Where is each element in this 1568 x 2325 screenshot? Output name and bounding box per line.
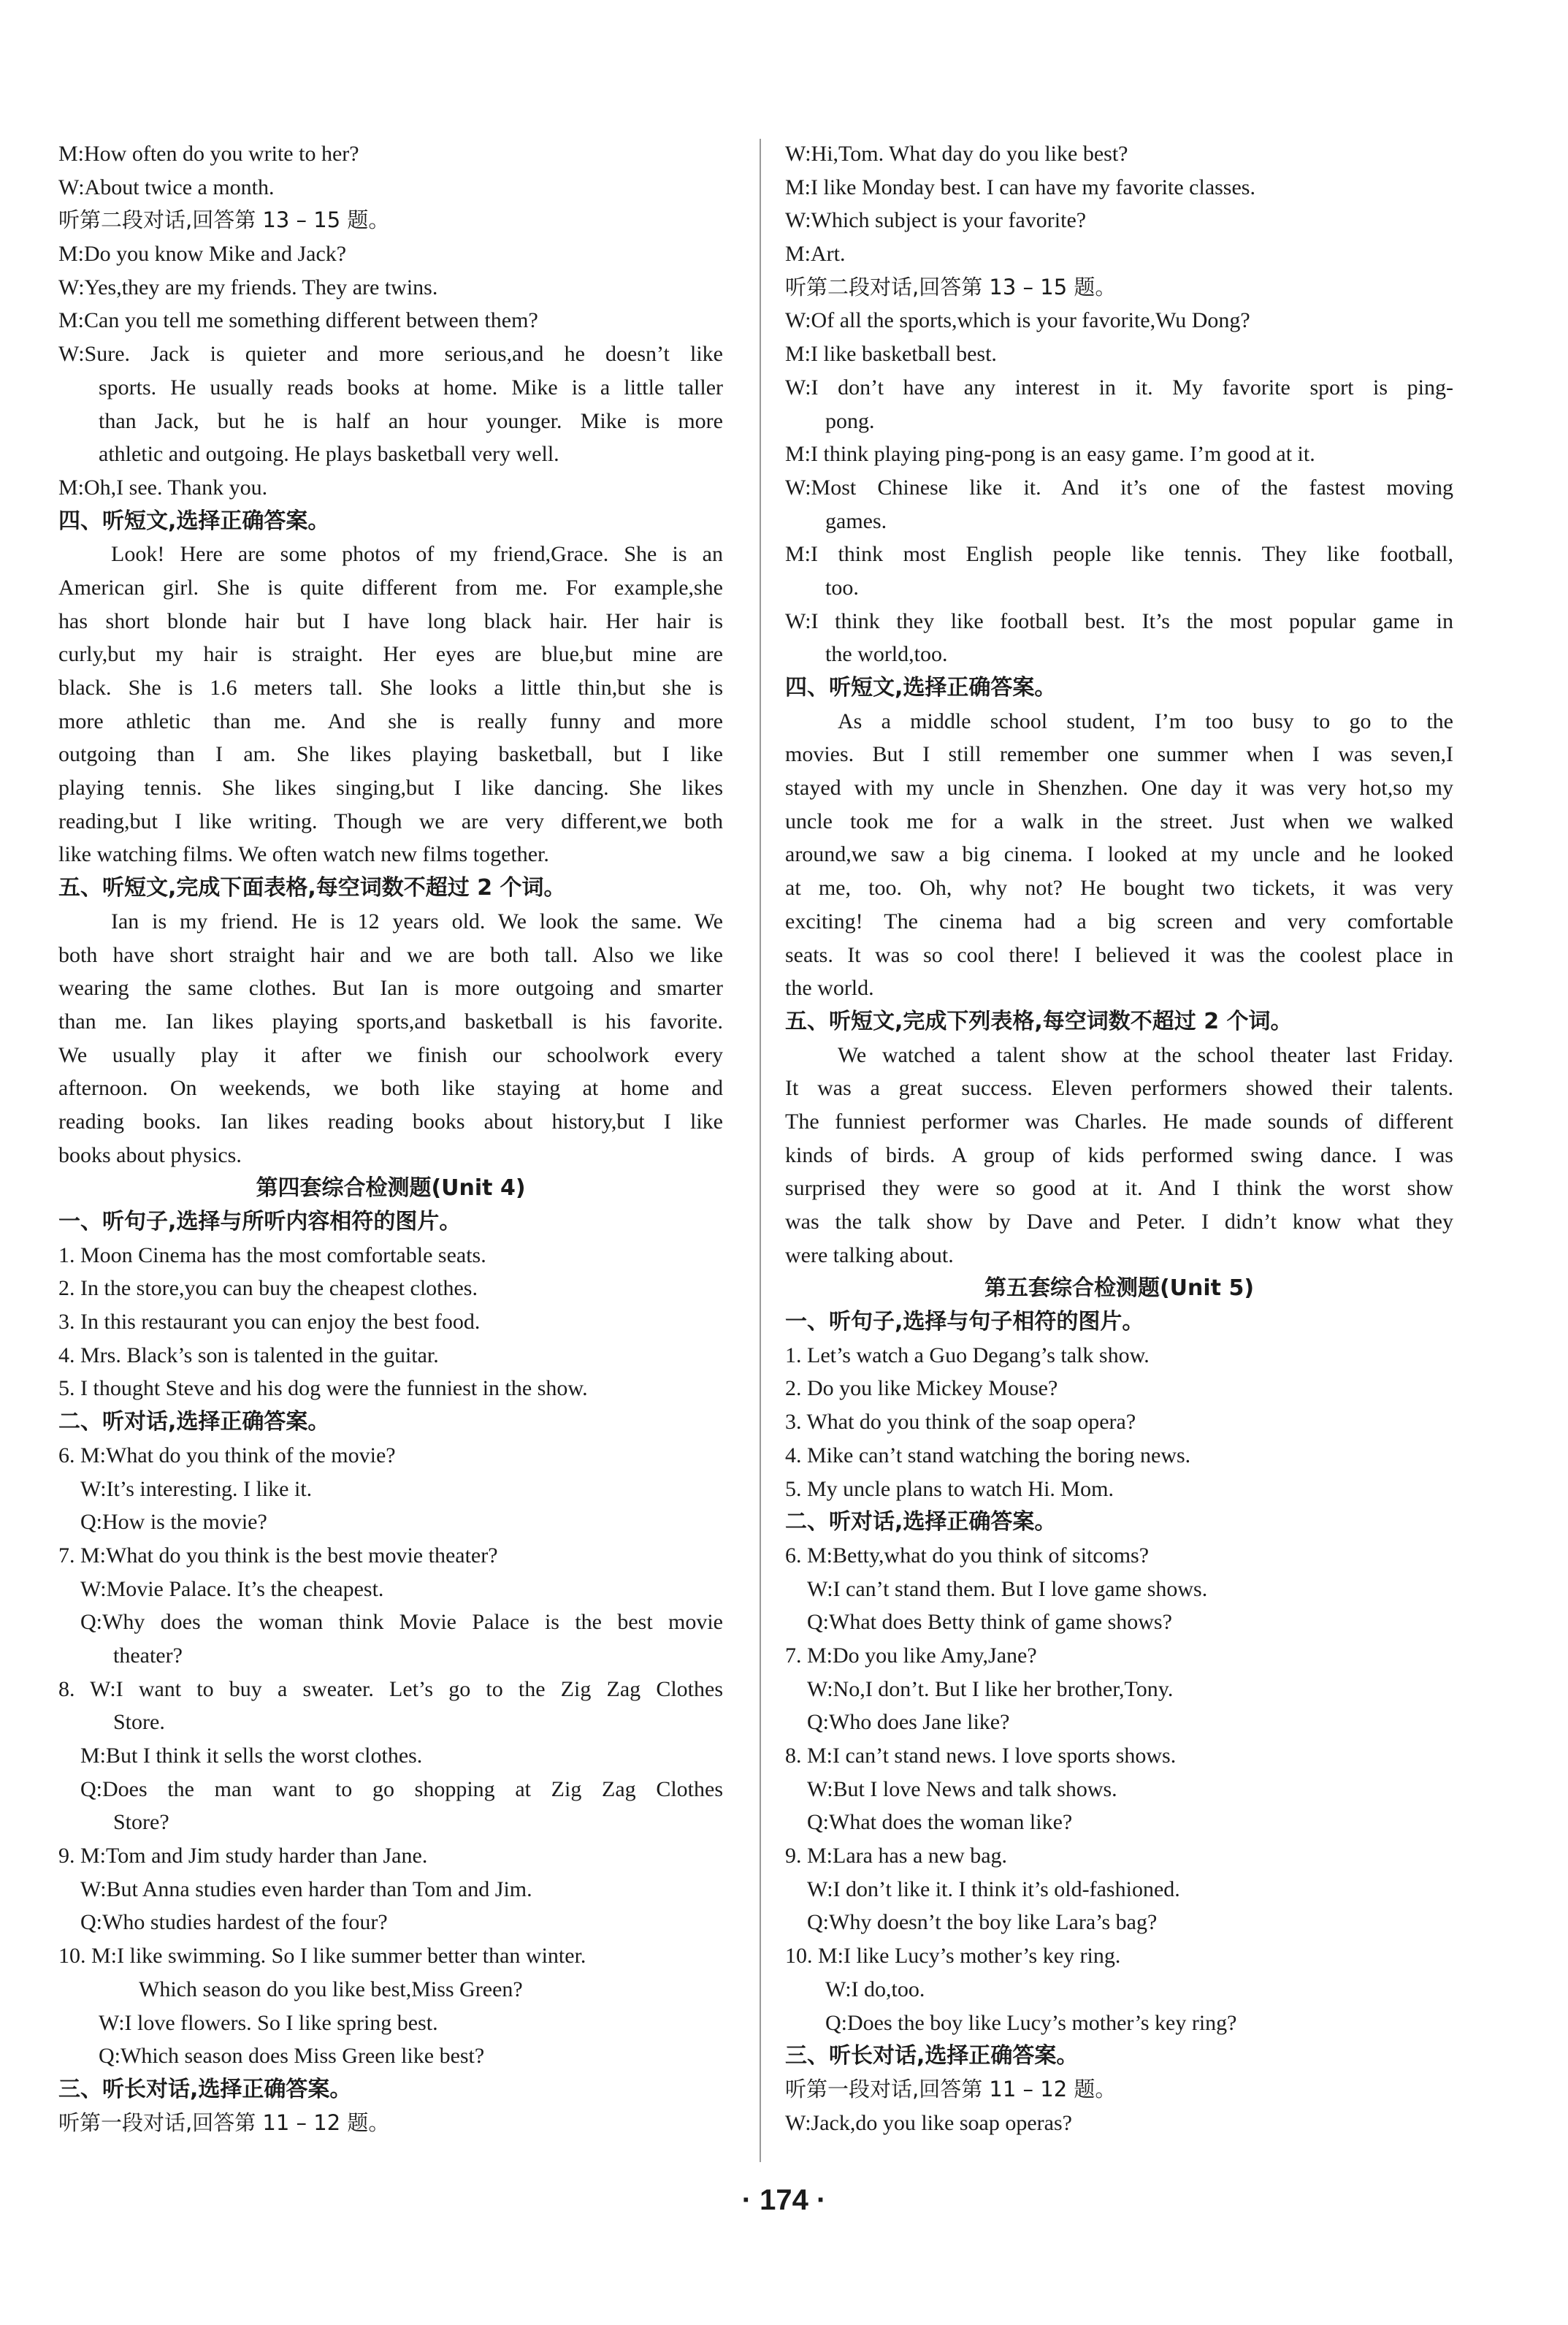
text-line: 2. Do you like Mickey Mouse? — [785, 1376, 1058, 1401]
text-line: 7. M:What do you think is the best movie theater? — [58, 1543, 498, 1568]
text-line: Q:Does the man want to go shopping at Zig Zag Clothes — [80, 1776, 723, 1801]
text-line: movies. But I still remember one summer when I was seven,I — [785, 742, 1453, 767]
text-line: Q:Who studies hardest of the four? — [80, 1910, 388, 1935]
text-line: 9. M:Lara has a new bag. — [785, 1844, 1008, 1868]
text-line: 1. Moon Cinema has the most comfortable seats. — [58, 1242, 486, 1267]
text-line: black. She is 1.6 meters tall. She looks a little thin,but she is — [58, 676, 723, 700]
text-line: exciting! The cinema had a big screen and very comfortable — [785, 909, 1453, 934]
text-line: 3. In this restaurant you can enjoy the best food. — [58, 1310, 481, 1335]
text-line: uncle took me for a walk in the street. Just when we walked — [785, 809, 1453, 833]
text-line: W:I think they like football best. It’s the most popular game in — [785, 608, 1453, 633]
text-line: the world,too. — [825, 642, 948, 667]
section-heading: 四、听短文,选择正确答案。 — [58, 508, 330, 534]
text-line: Q:What does Betty think of game shows? — [807, 1610, 1172, 1635]
text-line: W:Jack,do you like soap operas? — [785, 2110, 1072, 2135]
text-line: Q:Does the boy like Lucy’s mother’s key ring? — [825, 2010, 1237, 2035]
text-line: Q:Who does Jane like? — [807, 1710, 1010, 1735]
text-line: It was a great success. Eleven performers showed their talents. — [785, 1076, 1453, 1101]
text-line: athletic and outgoing. He plays basketball very well. — [99, 442, 559, 467]
text-line: curly,but my hair is straight. Her eyes are blue,but mine are — [58, 642, 723, 667]
text-line: afternoon. On weekends, we both like staying at home and — [58, 1076, 723, 1101]
text-line: 8. M:I can’t stand news. I love sports shows. — [785, 1744, 1177, 1768]
instruction-line: 听第一段对话,回答第 11 – 12 题。 — [58, 2110, 390, 2135]
section-heading: 三、听长对话,选择正确答案。 — [785, 2043, 1079, 2069]
text-line: like watching films. We often watch new films together. — [58, 842, 549, 867]
column-divider — [760, 139, 761, 2162]
text-line: M:I like basketball best. — [785, 342, 997, 367]
text-line: pong. — [825, 408, 875, 433]
text-line: W:Of all the sports,which is your favorite,Wu Dong? — [785, 308, 1250, 333]
text-line: too. — [825, 575, 859, 600]
text-line: M:Do you know Mike and Jack? — [58, 242, 347, 267]
text-line: books about physics. — [58, 1142, 242, 1167]
text-line: American girl. She is quite different from me. For example,she — [58, 575, 723, 600]
text-line: reading books. Ian likes reading books about history,but I like — [58, 1109, 723, 1134]
text-line: more athletic than me. And she is really funny and more — [58, 709, 723, 733]
text-line: W:But Anna studies even harder than Tom and Jim. — [80, 1877, 532, 1901]
text-line: As a middle school student, I’m too busy to go to the — [838, 709, 1453, 733]
instruction-line: 听第一段对话,回答第 11 – 12 题。 — [785, 2076, 1117, 2101]
text-line: the world. — [785, 976, 874, 1001]
text-line: seats. It was so cool there! I believed it was the coolest place in — [785, 942, 1453, 967]
text-line: 4. Mrs. Black’s son is talented in the guitar. — [58, 1343, 439, 1367]
text-line: 5. My uncle plans to watch Hi. Mom. — [785, 1476, 1114, 1501]
text-line: W:No,I don’t. But I like her brother,Tony. — [807, 1676, 1174, 1701]
text-line: W:I can’t stand them. But I love game shows. — [807, 1576, 1208, 1601]
text-line: M:I like Monday best. I can have my favorite classes. — [785, 175, 1255, 199]
text-line: theater? — [113, 1643, 183, 1668]
text-line: W:Which subject is your favorite? — [785, 208, 1087, 233]
text-line: W:About twice a month. — [58, 175, 275, 199]
text-line: around,we saw a big cinema. I looked at my uncle and he looked — [785, 842, 1453, 867]
page-number: · 174 · — [741, 2184, 827, 2216]
text-line: Q:How is the movie? — [80, 1510, 267, 1535]
text-line: W:I love flowers. So I like spring best. — [99, 2010, 438, 2035]
text-line: Q:Why doesn’t the boy like Lara’s bag? — [807, 1910, 1158, 1935]
section-heading: 二、听对话,选择正确答案。 — [58, 1409, 330, 1435]
right-column — [785, 137, 1453, 2139]
text-line: M:I think playing ping-pong is an easy game. I’m good at it. — [785, 442, 1315, 467]
test-title: 第四套综合检测题(Unit 4) — [256, 1175, 526, 1202]
text-line: W:I don’t like it. I think it’s old-fashioned. — [807, 1877, 1180, 1901]
text-line: 7. M:Do you like Amy,Jane? — [785, 1643, 1037, 1668]
text-line: 10. M:I like Lucy’s mother’s key ring. — [785, 1944, 1121, 1969]
text-line: than me. Ian likes playing sports,and basketball is his favorite. — [58, 1009, 723, 1034]
text-line: W:I don’t have any interest in it. My favorite sport is ping- — [785, 375, 1453, 400]
text-line: W:Hi,Tom. What day do you like best? — [785, 142, 1128, 166]
text-line: We watched a talent show at the school theater last Friday. — [838, 1042, 1453, 1067]
text-line: was the talk show by Dave and Peter. I didn’t know what they — [785, 1210, 1453, 1234]
text-line: at me, too. Oh, why not? He bought two tickets, it was very — [785, 876, 1453, 901]
text-line: M:How often do you write to her? — [58, 142, 359, 166]
text-line: 1. Let’s watch a Guo Degang’s talk show. — [785, 1343, 1150, 1367]
text-line: Look! Here are some photos of my friend,Grace. She is an — [111, 542, 723, 567]
text-line: Which season do you like best,Miss Green? — [139, 1977, 523, 2001]
text-line: Q:What does the woman like? — [807, 1810, 1073, 1835]
text-line: 8. W:I want to buy a sweater. Let’s go to the Zig Zag Clothes — [58, 1676, 723, 1701]
text-line: M:Can you tell me something different between them? — [58, 308, 538, 333]
text-line: W:Movie Palace. It’s the cheapest. — [80, 1576, 384, 1601]
text-line: outgoing than I am. She likes playing basketball, but I like — [58, 742, 723, 767]
section-heading: 一、听句子,选择与句子相符的图片。 — [785, 1309, 1144, 1335]
text-line: W:Most Chinese like it. And it’s one of the fastest moving — [785, 475, 1453, 500]
text-line: playing tennis. She likes singing,but I like dancing. She likes — [58, 776, 723, 801]
section-heading: 五、听短文,完成下列表格,每空词数不超过 2 个词。 — [785, 1008, 1293, 1034]
text-line: M:But I think it sells the worst clothes. — [80, 1744, 423, 1768]
text-line: The funniest performer was Charles. He made sounds of different — [785, 1109, 1453, 1134]
text-line: 3. What do you think of the soap opera? — [785, 1410, 1136, 1435]
text-line: Q:Which season does Miss Green like best? — [99, 2044, 485, 2069]
text-line: has short blonde hair but I have long black hair. Her hair is — [58, 608, 723, 633]
text-line: Q:Why does the woman think Movie Palace is the best movie — [80, 1610, 723, 1635]
text-line: 10. M:I like swimming. So I like summer better than winter. — [58, 1944, 586, 1969]
left-column — [58, 137, 723, 2139]
text-line: sports. He usually reads books at home. Mike is a little taller — [99, 375, 723, 400]
text-line: M:Oh,I see. Thank you. — [58, 475, 268, 500]
text-line: 2. In the store,you can buy the cheapest clothes. — [58, 1276, 478, 1301]
text-line: W:It’s interesting. I like it. — [80, 1476, 313, 1501]
text-line: M:I think most English people like tennis. They like football, — [785, 542, 1453, 567]
instruction-line: 听第二段对话,回答第 13 – 15 题。 — [58, 207, 390, 233]
text-line: 6. M:What do you think of the movie? — [58, 1443, 396, 1467]
text-line: M:Art. — [785, 242, 846, 267]
text-line: Ian is my friend. He is 12 years old. We look the same. We — [111, 909, 723, 934]
text-line: W:Sure. Jack is quieter and more serious,and he doesn’t like — [58, 342, 723, 367]
text-line: We usually play it after we finish our schoolwork every — [58, 1042, 723, 1067]
text-line: games. — [825, 508, 887, 533]
text-line: reading,but I like writing. Though we are very different,we both — [58, 809, 723, 833]
text-line: wearing the same clothes. But Ian is more outgoing and smarter — [58, 976, 723, 1001]
text-line: stayed with my uncle in Shenzhen. One day it was very hot,so my — [785, 776, 1453, 801]
text-line: kinds of birds. A group of kids performed swing dance. I was — [785, 1142, 1453, 1167]
section-heading: 一、听句子,选择与所听内容相符的图片。 — [58, 1209, 462, 1234]
text-line: W:But I love News and talk shows. — [807, 1776, 1117, 1801]
text-line: 6. M:Betty,what do you think of sitcoms? — [785, 1543, 1150, 1568]
text-line: were talking about. — [785, 1242, 954, 1267]
text-line: 5. I thought Steve and his dog were the funniest in the show. — [58, 1376, 588, 1401]
text-line: W:Yes,they are my friends. They are twins. — [58, 275, 438, 299]
text-line: than Jack, but he is half an hour younger. Mike is more — [99, 408, 723, 433]
text-line: 9. M:Tom and Jim study harder than Jane. — [58, 1844, 428, 1868]
text-line: both have short straight hair and we are both tall. Also we like — [58, 942, 723, 967]
text-line: Store? — [113, 1810, 169, 1835]
text-line: surprised they were so good at it. And I think the worst show — [785, 1176, 1453, 1201]
text-line: Store. — [113, 1710, 165, 1735]
text-line: W:I do,too. — [825, 1977, 925, 2001]
section-heading: 三、听长对话,选择正确答案。 — [58, 2076, 352, 2102]
test-title: 第五套综合检测题(Unit 5) — [984, 1275, 1255, 1302]
section-heading: 四、听短文,选择正确答案。 — [785, 675, 1057, 700]
text-line: 4. Mike can’t stand watching the boring news. — [785, 1443, 1191, 1467]
instruction-line: 听第二段对话,回答第 13 – 15 题。 — [785, 274, 1117, 299]
section-heading: 二、听对话,选择正确答案。 — [785, 1509, 1057, 1535]
section-heading: 五、听短文,完成下面表格,每空词数不超过 2 个词。 — [58, 875, 566, 901]
